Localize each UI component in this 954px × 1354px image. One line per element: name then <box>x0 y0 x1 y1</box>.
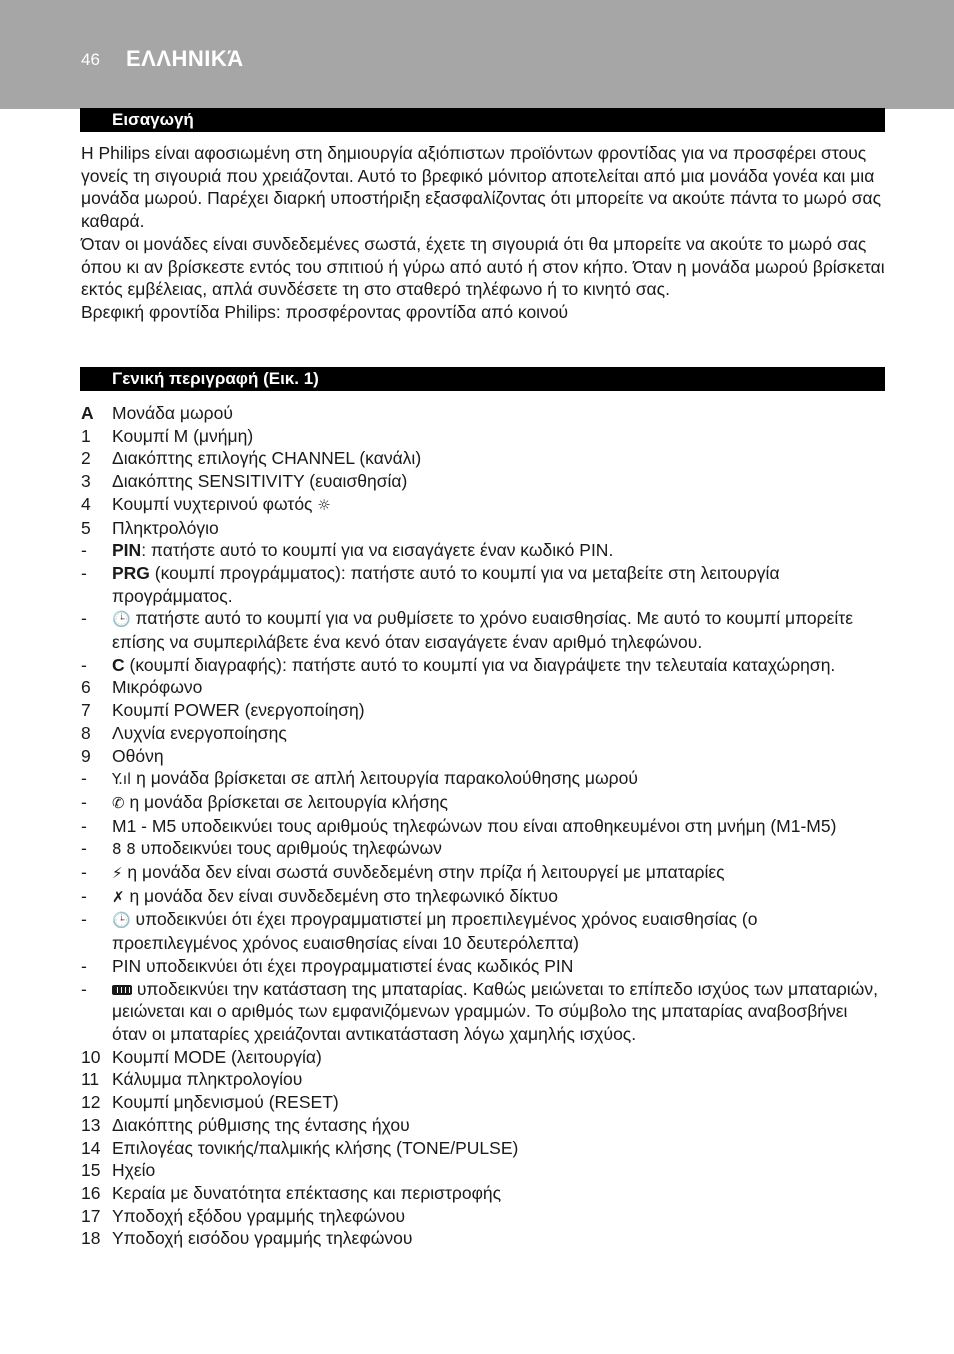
header-band <box>0 0 954 109</box>
intro-paragraph: Η Philips είναι αφοσιωμένη στη δημιουργία αξιόπιστων προϊόντων φροντίδας για να προσφέρει στους γονείς τη σιγουριά που χρειάζονται. Αυτό το βρεφικό μόνιτορ αποτελείται από μια μονάδα γονέα και μια μονάδα μωρού. Παρέχει διαρκή υποστήριξη εξασφαλίζοντας ότι μπορείτε να ακούτε πάντα το μωρό σας καθαρά. <box>81 143 882 232</box>
item-description: Μονάδα μωρού <box>112 403 233 423</box>
item-description: (κουμπί διαγραφής): πατήστε αυτό το κουμπί για να διαγράψετε την τελευταία καταχώρηση. <box>124 654 836 675</box>
list-item-text <box>112 861 887 885</box>
list-item <box>81 493 887 517</box>
display-symbol-icon: ✆ <box>112 793 125 812</box>
list-marker: - <box>81 815 87 836</box>
overview-list <box>81 402 887 1250</box>
item-description: (κουμπί προγράμματος): πατήστε αυτό το κουμπί για να μεταβείτε στη λειτουργία προγράμματος. <box>112 562 780 606</box>
list-item-text <box>112 493 887 517</box>
list-item-text <box>112 676 887 699</box>
list-marker: - <box>81 955 87 976</box>
item-description: υποδεικνύει ότι έχει προγραμματιστεί ένας κωδικός PIN <box>141 955 574 976</box>
list-marker: 5 <box>81 517 91 538</box>
item-description: Διακόπτης ρύθμισης της έντασης ήχου <box>112 1114 410 1135</box>
list-marker: 11 <box>81 1069 100 1090</box>
list-item <box>81 1114 887 1137</box>
list-item-text <box>112 978 887 1046</box>
list-marker: - <box>81 791 87 812</box>
list-marker: 8 <box>81 722 91 743</box>
list-item <box>81 425 887 448</box>
display-symbol-icon: 🕒 <box>112 610 131 629</box>
item-description: Ηχείο <box>112 1160 156 1181</box>
item-description: Διακόπτης SENSITIVITY (ευαισθησία) <box>112 471 408 492</box>
item-description: υποδεικνύει την κατάσταση της μπαταρίας. Καθώς μειώνεται το επίπεδο ισχύος των μπαταριών, μειώνεται και ο αριθμός των εμφανιζόμενων γραμμών. Το σύμβολο της μπαταρίας αναβοσβήνει όταν οι μπαταρίες χρειάζονται αντικατάσταση λόγω χαμηλής ισχύος. <box>112 978 878 1044</box>
list-marker: 7 <box>81 700 91 721</box>
battery-icon <box>112 985 132 995</box>
sun-icon: ☼ <box>312 495 331 514</box>
list-marker: 15 <box>81 1160 101 1181</box>
list-item <box>81 607 887 653</box>
list-item <box>81 722 887 745</box>
list-item <box>81 1046 887 1069</box>
list-marker: - <box>81 838 87 859</box>
list-item <box>81 955 887 978</box>
list-item-text <box>112 517 887 540</box>
list-item-text <box>112 1091 887 1114</box>
list-item <box>81 447 887 470</box>
item-description: η μονάδα βρίσκεται σε λειτουργία κλήσης <box>124 791 448 812</box>
list-marker: 18 <box>81 1228 101 1249</box>
item-description: Μικρόφωνο <box>112 677 203 698</box>
list-item <box>81 470 887 493</box>
display-symbol-icon: 🕒 <box>112 911 131 930</box>
item-description: Λυχνία ενεργοποίησης <box>112 722 287 743</box>
list-item-text <box>112 722 887 745</box>
list-item <box>81 791 887 815</box>
item-description: η μονάδα δεν είναι σωστά συνδεδεμένη στην πρίζα ή λειτουργεί με μπαταρίες <box>122 862 725 883</box>
list-item <box>81 539 887 562</box>
intro-paragraph: Όταν οι μονάδες είναι συνδεδεμένες σωστά, έχετε τη σιγουριά ότι θα μπορείτε να ακούτε το μωρό σας όπου κι αν βρίσκεστε εντός του σπιτιού ή γύρω από αυτό ή στον κήπο. Όταν η μονάδα μωρού βρίσκεται εκτός εμβέλειας, απλά συνδέσετε τη στο σταθερό τηλέφωνο ή το κινητό σας. <box>81 233 885 300</box>
list-item <box>81 767 887 791</box>
list-item <box>81 1227 887 1250</box>
list-item <box>81 517 887 540</box>
section-heading-intro: Εισαγωγή <box>80 108 885 132</box>
list-marker: 12 <box>81 1092 101 1113</box>
item-description: υποδεικνύει ότι έχει προγραμματιστεί μη προεπιλεγμένος χρόνος ευαισθησίας (ο προεπιλεγμένος χρόνος ευαισθησίας είναι 10 δευτερόλεπτα) <box>112 909 758 954</box>
list-item-text <box>112 745 887 768</box>
list-marker: 10 <box>81 1046 101 1067</box>
page-number: 46 <box>81 50 100 69</box>
list-item-text <box>112 791 887 815</box>
item-description: Επιλογέας τονικής/παλμικής κλήσης (TONE/PULSE) <box>112 1137 519 1158</box>
list-marker: - <box>81 909 87 930</box>
item-description: Κουμπί M (μνήμη) <box>112 425 254 446</box>
list-item-text <box>112 539 887 562</box>
list-marker: A <box>81 403 94 423</box>
list-marker: - <box>81 978 87 999</box>
display-indicator-label: M1 - M5 <box>112 815 177 836</box>
list-marker: 4 <box>81 493 91 514</box>
list-marker: 9 <box>81 745 91 766</box>
list-item-text <box>112 447 887 470</box>
list-marker: 16 <box>81 1182 101 1203</box>
list-marker: - <box>81 562 87 583</box>
intro-text <box>81 142 887 324</box>
list-item-text <box>112 699 887 722</box>
list-item-text <box>112 767 887 791</box>
item-description: Διακόπτης επιλογής CHANNEL (κανάλι) <box>112 448 422 469</box>
list-item <box>81 978 887 1046</box>
list-item <box>81 654 887 677</box>
list-item <box>81 1137 887 1160</box>
display-indicator-label: PIN <box>112 955 142 976</box>
list-item-text <box>112 1046 887 1069</box>
display-symbol-icon: ✗ <box>112 887 125 906</box>
list-item <box>81 402 887 425</box>
list-item <box>81 1068 887 1091</box>
list-item-text <box>112 607 887 653</box>
language-title: ΕΛΛΗΝΙΚΆ <box>126 46 244 71</box>
keyword-label: PIN <box>112 540 142 561</box>
list-item-text <box>112 885 887 909</box>
list-item-text <box>112 1182 887 1205</box>
item-description: Κουμπί POWER (ενεργοποίηση) <box>112 700 365 721</box>
list-item-text <box>112 955 887 978</box>
list-item <box>81 885 887 909</box>
item-description: Πληκτρολόγιο <box>112 517 219 538</box>
intro-paragraph: Βρεφική φροντίδα Philips: προσφέροντας φροντίδα από κοινού <box>81 301 569 322</box>
item-description: : πατήστε αυτό το κουμπί για να εισαγάγετε έναν κωδικό PIN. <box>141 540 614 561</box>
display-symbol-icon: Y.ıl <box>112 770 132 789</box>
list-marker: 6 <box>81 677 91 698</box>
list-item <box>81 699 887 722</box>
list-item <box>81 1091 887 1114</box>
item-description: Κουμπί νυχτερινού φωτός <box>112 493 313 514</box>
list-marker: 17 <box>81 1205 101 1226</box>
item-description: Οθόνη <box>112 745 164 766</box>
list-item-text <box>112 402 887 425</box>
item-description: υποδεικνύει τους αριθμούς τηλεφώνων <box>135 838 442 859</box>
item-description: Κάλυμμα πληκτρολογίου <box>112 1069 303 1090</box>
list-item-text <box>112 1159 887 1182</box>
list-item-text <box>112 654 887 677</box>
list-item <box>81 837 887 861</box>
list-marker: - <box>81 885 87 906</box>
list-item-text <box>112 562 887 607</box>
list-item <box>81 1182 887 1205</box>
list-marker: 13 <box>81 1114 101 1135</box>
list-marker: - <box>81 608 87 629</box>
item-description: Κεραία με δυνατότητα επέκτασης και περιστροφής <box>112 1182 502 1203</box>
list-marker: 14 <box>81 1137 101 1158</box>
list-item-text <box>112 1114 887 1137</box>
list-marker: - <box>81 654 87 675</box>
keyword-label: C <box>112 654 125 675</box>
list-item <box>81 1205 887 1228</box>
list-item <box>81 745 887 768</box>
list-item-text <box>112 425 887 448</box>
item-description: Υποδοχή εξόδου γραμμής τηλεφώνου <box>112 1205 406 1226</box>
list-marker: - <box>81 862 87 883</box>
list-item-text <box>112 837 887 861</box>
list-item-text <box>112 1068 887 1091</box>
list-item-text <box>112 1227 887 1250</box>
item-description: Κουμπί MODE (λειτουργία) <box>112 1046 322 1067</box>
display-symbol-icon: 8 8 <box>112 840 136 859</box>
list-item-text <box>112 1137 887 1160</box>
list-marker: - <box>81 768 87 789</box>
list-item <box>81 908 887 954</box>
list-item-text <box>112 1205 887 1228</box>
item-description: η μονάδα βρίσκεται σε απλή λειτουργία παρακολούθησης μωρού <box>131 768 638 789</box>
item-description: υποδεικνύει τους αριθμούς τηλεφώνων που είναι αποθηκευμένοι στη μνήμη (M1-M5) <box>176 815 837 836</box>
list-item <box>81 562 887 607</box>
keyword-label: PRG <box>112 562 150 583</box>
item-description: Υποδοχή εισόδου γραμμής τηλεφώνου <box>112 1228 413 1249</box>
list-item <box>81 861 887 885</box>
list-marker: 2 <box>81 448 91 469</box>
display-symbol-icon: ⚡ <box>112 864 123 883</box>
list-marker: - <box>81 540 87 561</box>
list-item <box>81 676 887 699</box>
list-item-text <box>112 815 887 838</box>
list-item <box>81 1159 887 1182</box>
section-heading-overview: Γενική περιγραφή (Εικ. 1) <box>80 367 885 391</box>
list-item-text <box>112 908 887 954</box>
list-marker: 3 <box>81 471 91 492</box>
item-description: πατήστε αυτό το κουμπί για να ρυθμίσετε το χρόνο ευαισθησίας. Με αυτό το κουμπί μπορείτε επίσης να συμπεριλάβετε ένα κενό όταν εισαγάγετε έναν αριθμό τηλεφώνου. <box>112 608 853 653</box>
list-marker: 1 <box>81 425 91 446</box>
list-item-text <box>112 470 887 493</box>
list-item <box>81 815 887 838</box>
item-description: Κουμπί μηδενισμού (RESET) <box>112 1092 339 1113</box>
item-description: η μονάδα δεν είναι συνδεδεμένη στο τηλεφωνικό δίκτυο <box>124 885 558 906</box>
